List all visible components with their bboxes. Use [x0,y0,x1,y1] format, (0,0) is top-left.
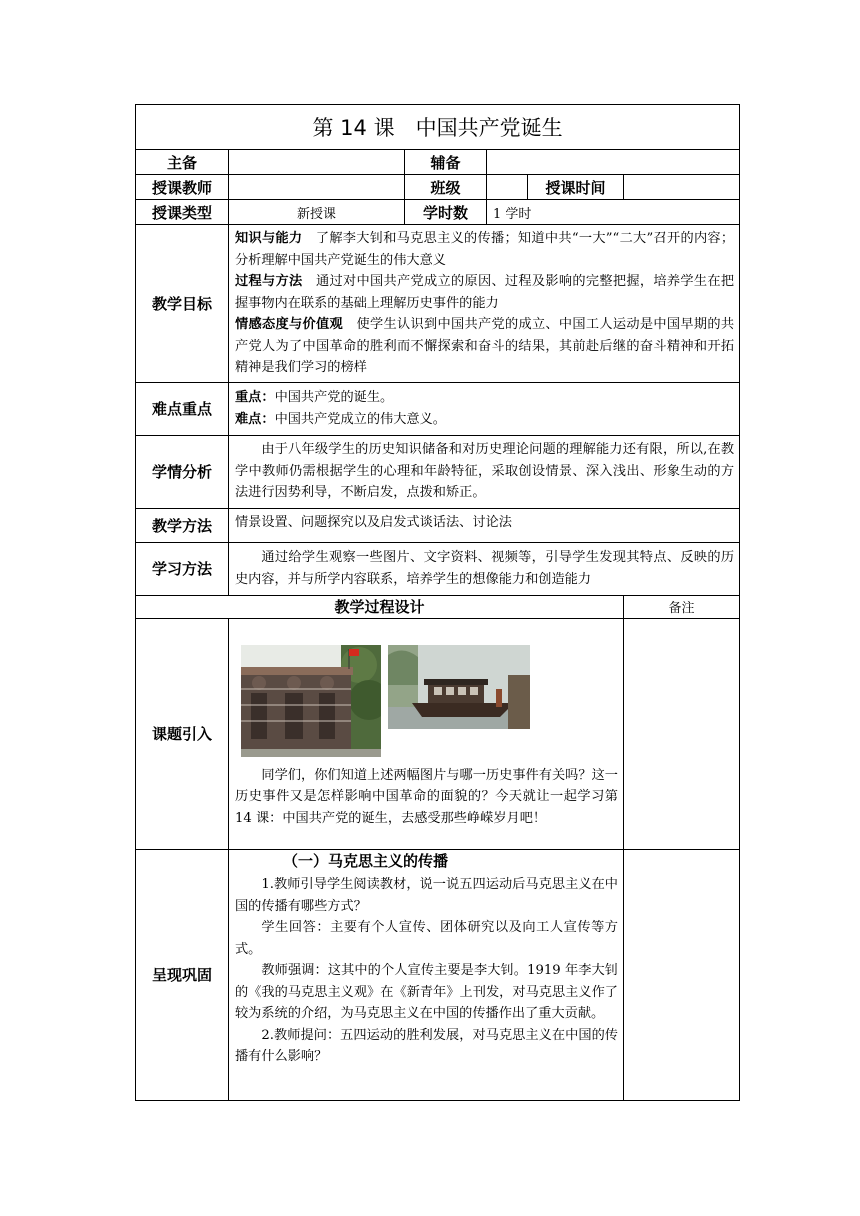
zhubei-label: 主备 [136,150,229,175]
fubei-label: 辅备 [405,150,487,175]
type-label: 授课类型 [136,200,229,225]
method-label: 教学方法 [136,508,229,542]
goal-emotion: 情感态度与价值观 使学生认识到中国共产党的成立、中国工人运动是中国早期的共产党人为了中国革命的胜利而不懈探索和奋斗的结果，其前赴后继的奋斗精神和开拓精神是我们学习的榜样 [235,317,735,375]
hours-value: 1 学时 [487,200,740,225]
hours-label: 学时数 [405,200,487,225]
keypoint-difficulty: 难点：中国共产党成立的伟大意义。 [235,411,446,427]
red-boat-image [388,645,530,729]
present-para-2: 学生回答：主要有个人宣传、团体研究以及向工人宣传等方式。 [235,920,618,957]
type-value: 新授课 [229,200,405,225]
study-text: 通过给学生观察一些图片、文字资料、视频等，引导学生发现其特点、反映的历史内容，并与所学内容联系，培养学生的想像能力和创造能力 [229,542,740,595]
zhubei-value [229,150,405,175]
class-value [487,175,528,200]
intro-pictures [235,645,618,761]
yida-site-image [241,645,381,757]
goal-process: 过程与方法 通过对中国共产党成立的原因、过程及影响的完整把握，培养学生在把握事物内在联系的基础上理解历史事件的能力 [235,274,735,311]
present-para-3: 教师强调：这其中的个人宣传主要是李大钊。1919 年李大钊的《我的马克思主义观》在《新青年》上刊发，对马克思主义作了较为系统的介绍，为马克思主义在中国的传播作出了重大贡献。 [235,963,618,1021]
goal-knowledge: 知识与能力 了解李大钊和马克思主义的传播；知道中共“一大”“二大”召开的内容；分析理解中国共产党诞生的伟大意义 [235,231,735,268]
lesson-plan-table [135,104,740,1101]
intro-text: 同学们，你们知道上述两幅图片与哪一历史事件有关吗？这一历史事件又是怎样影响中国革命的面貌的？今天就让一起学习第 14 课：中国共产党的诞生，去感受那些峥嵘岁月吧！ [235,767,618,826]
intro-content [229,618,624,849]
teacher-value [229,175,405,200]
goals-label: 教学目标 [136,225,229,383]
intro-label: 课题引入 [136,618,229,849]
analysis-label: 学情分析 [136,435,229,508]
time-value [624,175,740,200]
note-header: 备注 [624,595,740,618]
intro-note [624,618,740,849]
teacher-label: 授课教师 [136,175,229,200]
present-para-1: 1.教师引导学生阅读教材，说一说五四运动后马克思主义在中国的传播有哪些方式？ [235,877,618,914]
analysis-text: 由于八年级学生的历史知识储备和对历史理论问题的理解能力还有限，所以,在教学中教师仍需根据学生的心理和年龄特征，采取创设情景、深入浅出、形象生动的方法进行因势利导，不断启发，点拨和矫正。 [229,435,740,508]
fubei-value [487,150,740,175]
process-header: 教学过程设计 [136,595,624,618]
present-label: 呈现巩固 [136,849,229,1100]
present-content [229,849,624,1100]
present-para-4: 2.教师提问：五四运动的胜利发展，对马克思主义在中国的传播有什么影响？ [235,1027,618,1064]
method-text: 情景设置、问题探究以及启发式谈话法、讨论法 [229,508,740,542]
time-label: 授课时间 [528,175,624,200]
keypoints-label: 难点重点 [136,382,229,435]
section-title: （一）马克思主义的传播 [283,851,449,870]
keypoint-focus: 重点：中国共产党的诞生。 [235,390,394,405]
keypoints-content [229,382,740,435]
lesson-title: 第 14 课 中国共产党诞生 [136,105,740,150]
present-note [624,849,740,1100]
class-label: 班级 [405,175,487,200]
study-label: 学习方法 [136,542,229,595]
goals-content [229,225,740,383]
